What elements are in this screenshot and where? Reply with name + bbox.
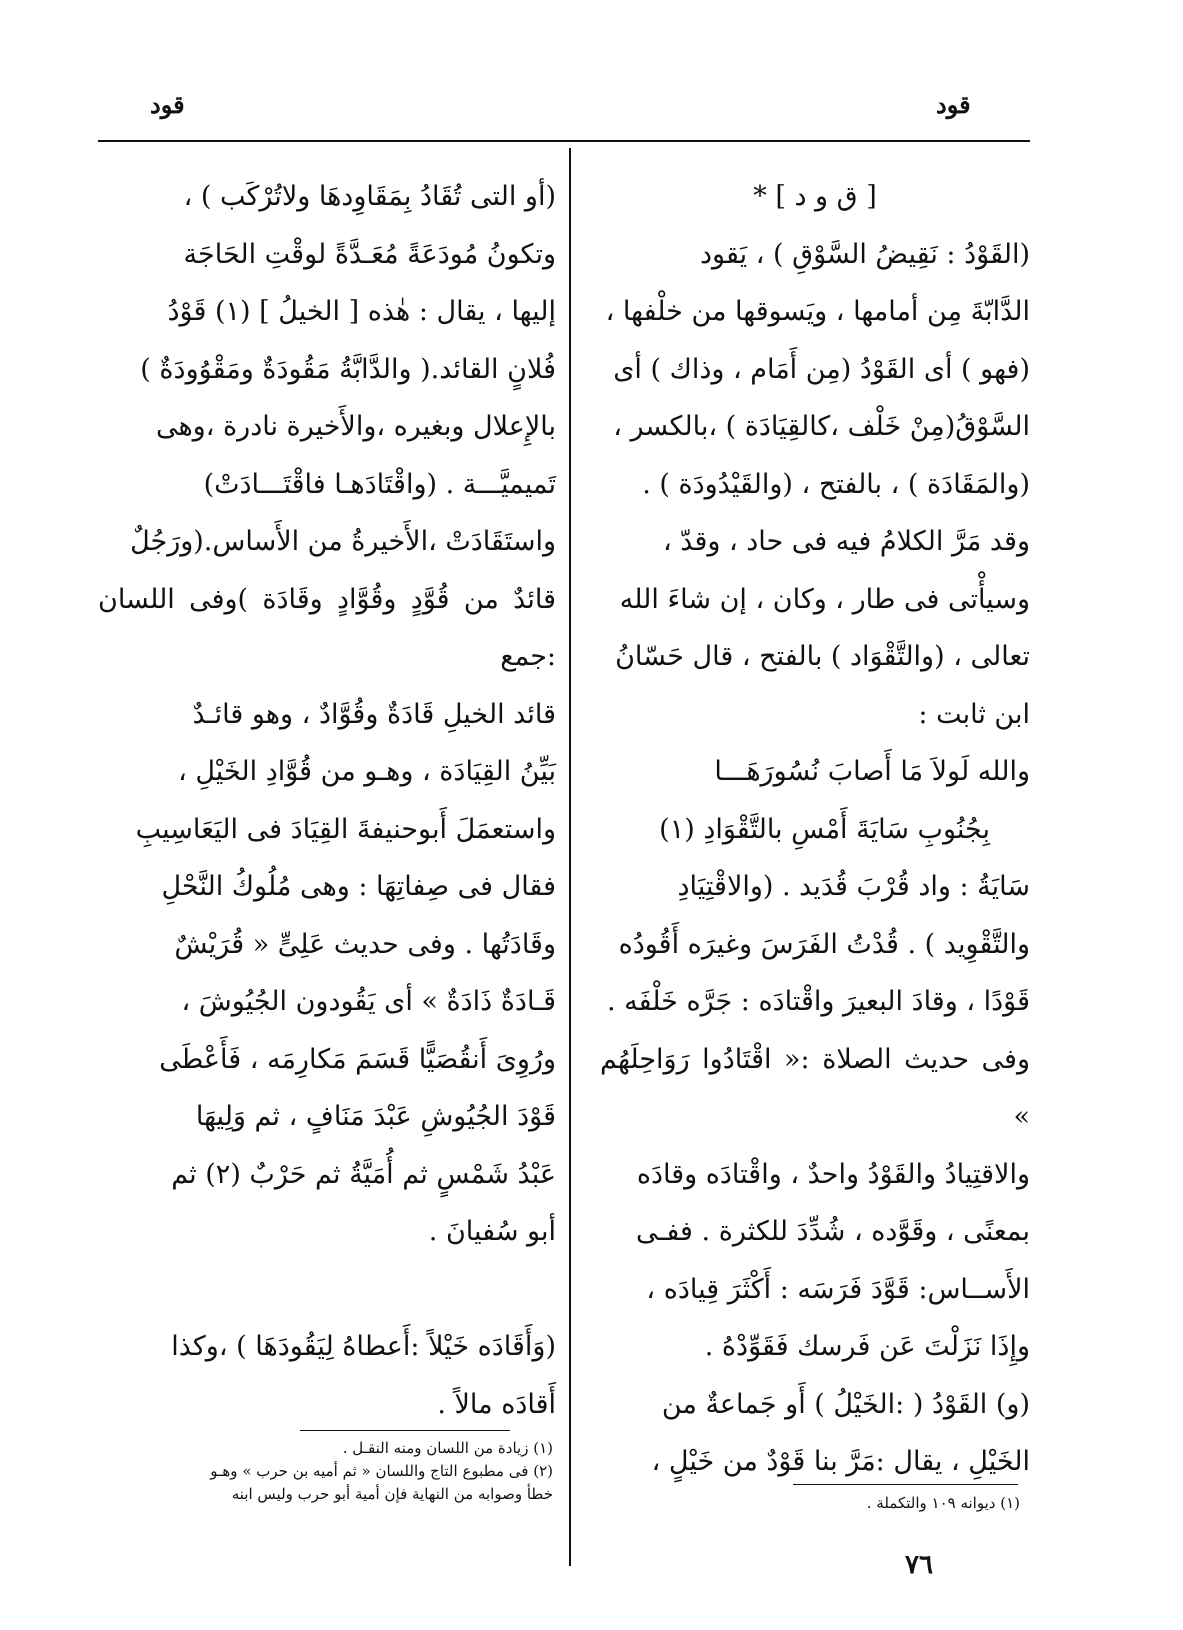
text-line: وقَادَتُها . وفى حديث عَلِىٍّ « قُرَيْشٌ [174, 928, 556, 960]
footnote: (١) زيادة من اللسان ومنه النقـل . [342, 1439, 553, 1457]
text-line: السَّوْقُ(مِنْ خَلْف ،كالقِيَادَة ) ،بالكسر ، [613, 411, 1030, 442]
text-line: وفى حديث الصلاة :« اقْتَادُوا رَوَاحِلَهُم » [600, 1043, 1030, 1132]
text-line: تعالى ، (والتَّقْوَاد ) بالفتح ، قال حَسّانُ [615, 641, 1030, 672]
text-line: (أو التى تُقَادُ بِمَقَاوِدهَا ولاتُرْكَب ) ، [183, 181, 556, 212]
text-line: تَميميَّـــة . (واقْتَادَهـا فاقْتَـــادَتْ) [203, 468, 556, 500]
blank-line [98, 1261, 556, 1319]
text-line: قَوْدًا ، وقادَ البعيرَ واقْتادَه : جَرَّه خَلْفَه . [606, 986, 1030, 1017]
text-line: وإِذَا نَزَلْتَ عَن فَرسك فَقَوِّدْهُ . [704, 1331, 1030, 1362]
header-rule [98, 140, 1030, 142]
text-line: (القَوْدُ : نَقِيضُ السَّوْقِ ) ، يَقود [700, 238, 1030, 270]
column-divider [569, 148, 571, 1566]
text-line: فُلانٍ القائد.( والدَّابَّةُ مَقُودَةٌ ومَقْوُودَةٌ ) [140, 353, 556, 385]
footnote: خطأ وصوابه من النهاية فإن أمية أبو حرب وليس ابنه [231, 1485, 553, 1503]
text-line: قَوْدَ الجُيُوشِ عَبْدَ مَنَافٍ ، ثم وَلِيهَا [195, 1101, 556, 1132]
footnote-rule [793, 1484, 1018, 1485]
footnote-rule [300, 1430, 510, 1431]
text-line: أبو سُفيانَ . [428, 1216, 556, 1247]
text-line: عَبْدُ شَمْسٍ ثم أُمَيَّةُ ثم حَرْبٌ (٢) ثم [171, 1158, 556, 1190]
verse-line: والله لَولاَ مَا أَصابَ نُسُورَهَـــا [714, 756, 1030, 787]
text-line: بالإِعلال وبغيره ،والأَخيرة نادرة ،وهى [155, 411, 556, 442]
text-line: قائد الخيلِ قَادَةٌ وقُوَّادٌ ، وهو قائـدٌ [192, 698, 556, 730]
text-line: ابن ثابت : [918, 698, 1030, 730]
text-line: والتَّقْوِيد ) . قُدْتُ الفَرَسَ وغيرَه أَقُودُه [618, 928, 1030, 960]
right-column [600, 168, 1030, 1491]
text-line: قائدٌ من قُوَّدٍ وقُوَّادٍ وقَادَة )وفى اللسان :جمع [98, 583, 556, 672]
text-line: (وَأَقَادَه خَيْلاً :أَعطاهُ لِيَقُودَهَا ) ،وكذا [171, 1331, 556, 1362]
left-footnotes [98, 1437, 553, 1506]
footnote: (١) ديوانه ١٠٩ والتكملة . [866, 1494, 1020, 1512]
text-line: (و) القَوْدُ ( :الخَيْلُ ) أَو جَماعةٌ من [661, 1388, 1030, 1420]
text-line: الأَســاس: قَوَّدَ فَرَسَه : أَكْثَرَ قِيادَه ، [646, 1273, 1030, 1305]
text-line: والاقتِيادُ والقَوْدُ واحدٌ ، واقْتادَه وقادَه [636, 1158, 1030, 1190]
header-right-word: قود [936, 90, 971, 119]
text-line: واستعمَلَ أَبوحنيفةَ القِيَادَ فى اليَعَاسِيبِ [135, 813, 556, 845]
right-footnotes [600, 1492, 1020, 1515]
footnote: (٢) فى مطبوع التاج واللسان « ثم أميه بن حرب » وهـو [210, 1462, 553, 1480]
header-left-word: قود [150, 90, 185, 119]
left-column [98, 168, 556, 1433]
text-line: أَقادَه مالاً . [437, 1388, 556, 1420]
text-line: (والمَقَادَة ) ، بالفتح ، (والقَيْدُودَة ) . [642, 468, 1030, 500]
text-line: واستَقَادَتْ ،الأَخيرةُ من الأَساس.(ورَجُلٌ [130, 526, 556, 557]
text-line: بمعنًى ، وقَوَّده ، شُدِّدَ للكثرة . ففـى [635, 1216, 1030, 1247]
text-line: (فهو ) أى القَوْدُ (مِن أَمَام ، وذاك ) أى [613, 353, 1030, 385]
text-line: بَيِّنُ القِيَادَة ، وهـو من قُوَّادِ الخَيْلِ ، [178, 756, 556, 787]
text-line: وتكونُ مُودَعَةً مُعَـدَّةً لوقْتِ الحَاجَة [183, 238, 556, 270]
text-line: وقد مَرَّ الكلامُ فيه فى حاد ، وقدّ ، [662, 526, 1030, 557]
text-line: وسيأْتى فى طار ، وكان ، إن شاءَ الله [619, 583, 1030, 615]
entry-heading: [ ق و د ] * [753, 181, 877, 212]
page-number: ٧٦ [905, 1550, 933, 1580]
text-line: سَايَةُ : واد قُرْبَ قُدَيد . (والاقْتِيَادِ [677, 871, 1030, 902]
text-line: الخَيْلِ ، يقال :مَرَّ بنا قَوْدٌ من خَيْلٍ ، [651, 1446, 1030, 1477]
text-line: ورُوِىَ أَنقُصَيًّا قَسَمَ مَكارِمَه ، فَأَعْطَى [159, 1043, 556, 1075]
verse-line: بِجُنُوبِ سَايَةَ أَمْسِ بالتَّقْوَادِ (١) [659, 813, 990, 845]
text-line: إليها ، يقال : هٰذه [ الخيلُ ] (١) قَوْدُ [167, 296, 556, 327]
text-line: قَـادَةٌ ذَادَةٌ » أى يَقُودون الجُيُوشَ ، [181, 986, 556, 1017]
text-line: الدَّابّةَ مِن أمامها ، ويَسوقها من خلْفها ، [605, 296, 1030, 327]
text-line: فقال فى صِفاتِهَا : وهى مُلُوكُ النَّحْلِ [161, 871, 556, 902]
